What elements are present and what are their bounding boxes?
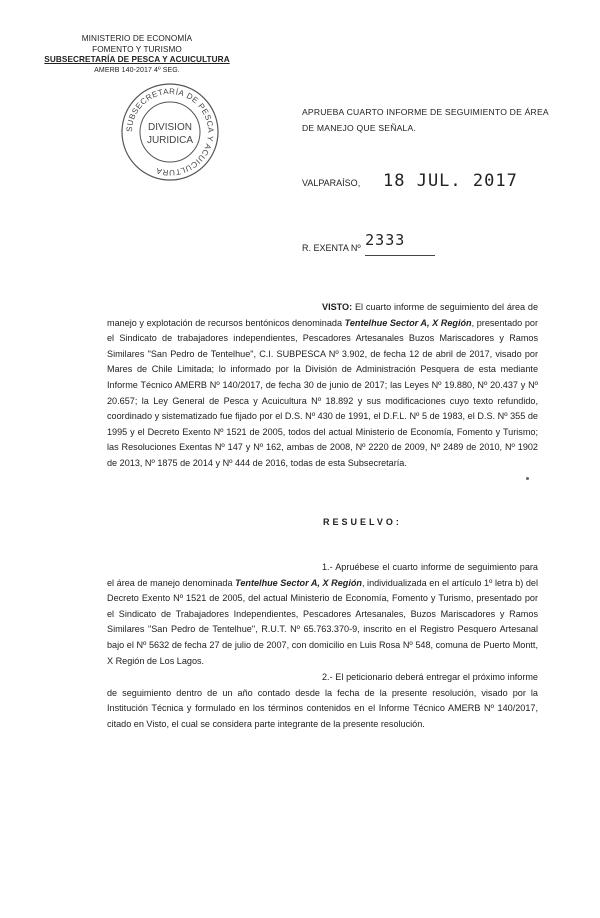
department-name: FOMENTO Y TURISMO [92, 44, 182, 54]
visto-label: VISTO: [322, 302, 353, 312]
division-juridica-seal [118, 80, 222, 184]
resolution-item-1 [107, 560, 538, 669]
seal-center-line1: DIVISION [148, 122, 192, 133]
resolution-item-2: 2.- El peticionario deberá entregar el próximo informe de seguimiento dentro de un año contado desde la fecha de la presente resolución, visado por la Institución Técnica y formulado en los términos contenidos en el Informe Técnico AMERB Nº 140/2017, citado en Visto, el cual se considera parte integrante de la presente resolución. [107, 672, 538, 729]
ministry-name: MINISTERIO DE ECONOMÍA [81, 34, 193, 43]
visto-text-b: , presentado por el Sindicato de trabajadores independientes, Pescadores Artesanales Buzos Mariscadores y Ramos Similares "San Pedro de Tentelhue", C.I. SUBPESCA Nº 3.902, de fecha 12 de abril de 2017, visado por Mares de Chile Limitada; lo informado por la División de Administración Pesquera de esta mediante Informe Técnico AMERB Nº 140/2017, de fecha 30 de junio de 2017; las Leyes Nº 19.880, Nº 20.437 y Nº 20.657; la Ley General de Pesca y Acuicultura Nº 18.892 y sus modificaciones cuyo texto refundido, coordinado y sistematizado fue fijado por el D.S. Nº 430 de 1991, el D.F.L. Nº 5 de 1983, el D.S. Nº 355 de 1995 y el Decreto Exento Nº 1521 de 2005, todos del actual Ministerio de Economía, Fomento y Turismo; las Resoluciones Exentas Nº 147 y Nº 162, ambas de 2008, Nº 2220 de 2009, Nº 2489 de 2010, Nº 1902 de 2013, Nº 1875 de 2014 y Nº 444 de 2016, todas de esta Subsecretaría. [107, 317, 538, 468]
subsecretaria-name: SUBSECRETARÍA DE PESCA Y ACUICULTURA [44, 55, 230, 64]
date-city: VALPARAÍSO, [302, 178, 361, 188]
seal-ring-text: SUBSECRETARÍA DE PESCA Y ACUICULTURA [124, 86, 216, 178]
item1-text-b: , individualizada en el artículo 1º letra b) del Decreto Exento Nº 1521 de 2005, del actual Ministerio de Economía, Fomento y Turismo, presentado por el Sindicato de Trabajadores Independientes, Pescadores Artesanales, Buzos Mariscadores y Ramos Similares "San Pedro de Tentelhue", R.U.T. Nº 65.763.370-9, inscrito en el Registro Pesquero Artesanal bajo el Nº 5632 de fecha 27 de julio de 2007, con domicilio en Luis Rosa Nº 548, comuna de Puerto Montt, X Región de Los Lagos. [107, 577, 538, 666]
subject-reference: APRUEBA CUARTO INFORME DE SEGUIMIENTO DE ÁREA DE MANEJO QUE SEÑALA. [302, 107, 549, 133]
resuelvo-heading: RESUELVO: [323, 517, 402, 527]
resolution-value: 2333 [365, 231, 406, 249]
resolution-number [302, 231, 435, 256]
letterhead [42, 34, 232, 76]
stray-mark [526, 477, 529, 480]
item1-area-name: Tentelhue Sector A, X Región [235, 577, 362, 588]
visto-area-name: Tentelhue Sector A, X Región [344, 317, 472, 328]
date-stamp: 18 JUL. 2017 [383, 171, 518, 191]
resolution-label: R. EXENTA Nº [302, 243, 361, 253]
seal-center-line2: JURIDICA [146, 135, 194, 146]
amerb-reference: AMERB 140-2017 4º SEG. [94, 66, 180, 74]
visto-paragraph [107, 300, 538, 472]
visto-text-a: El cuarto informe de seguimiento del área de manejo y explotación de recursos bentónicos denominada [107, 302, 538, 328]
item1-text-a: 1.- Apruébese el cuarto informe de seguimiento para el área de manejo denominada [107, 562, 538, 588]
